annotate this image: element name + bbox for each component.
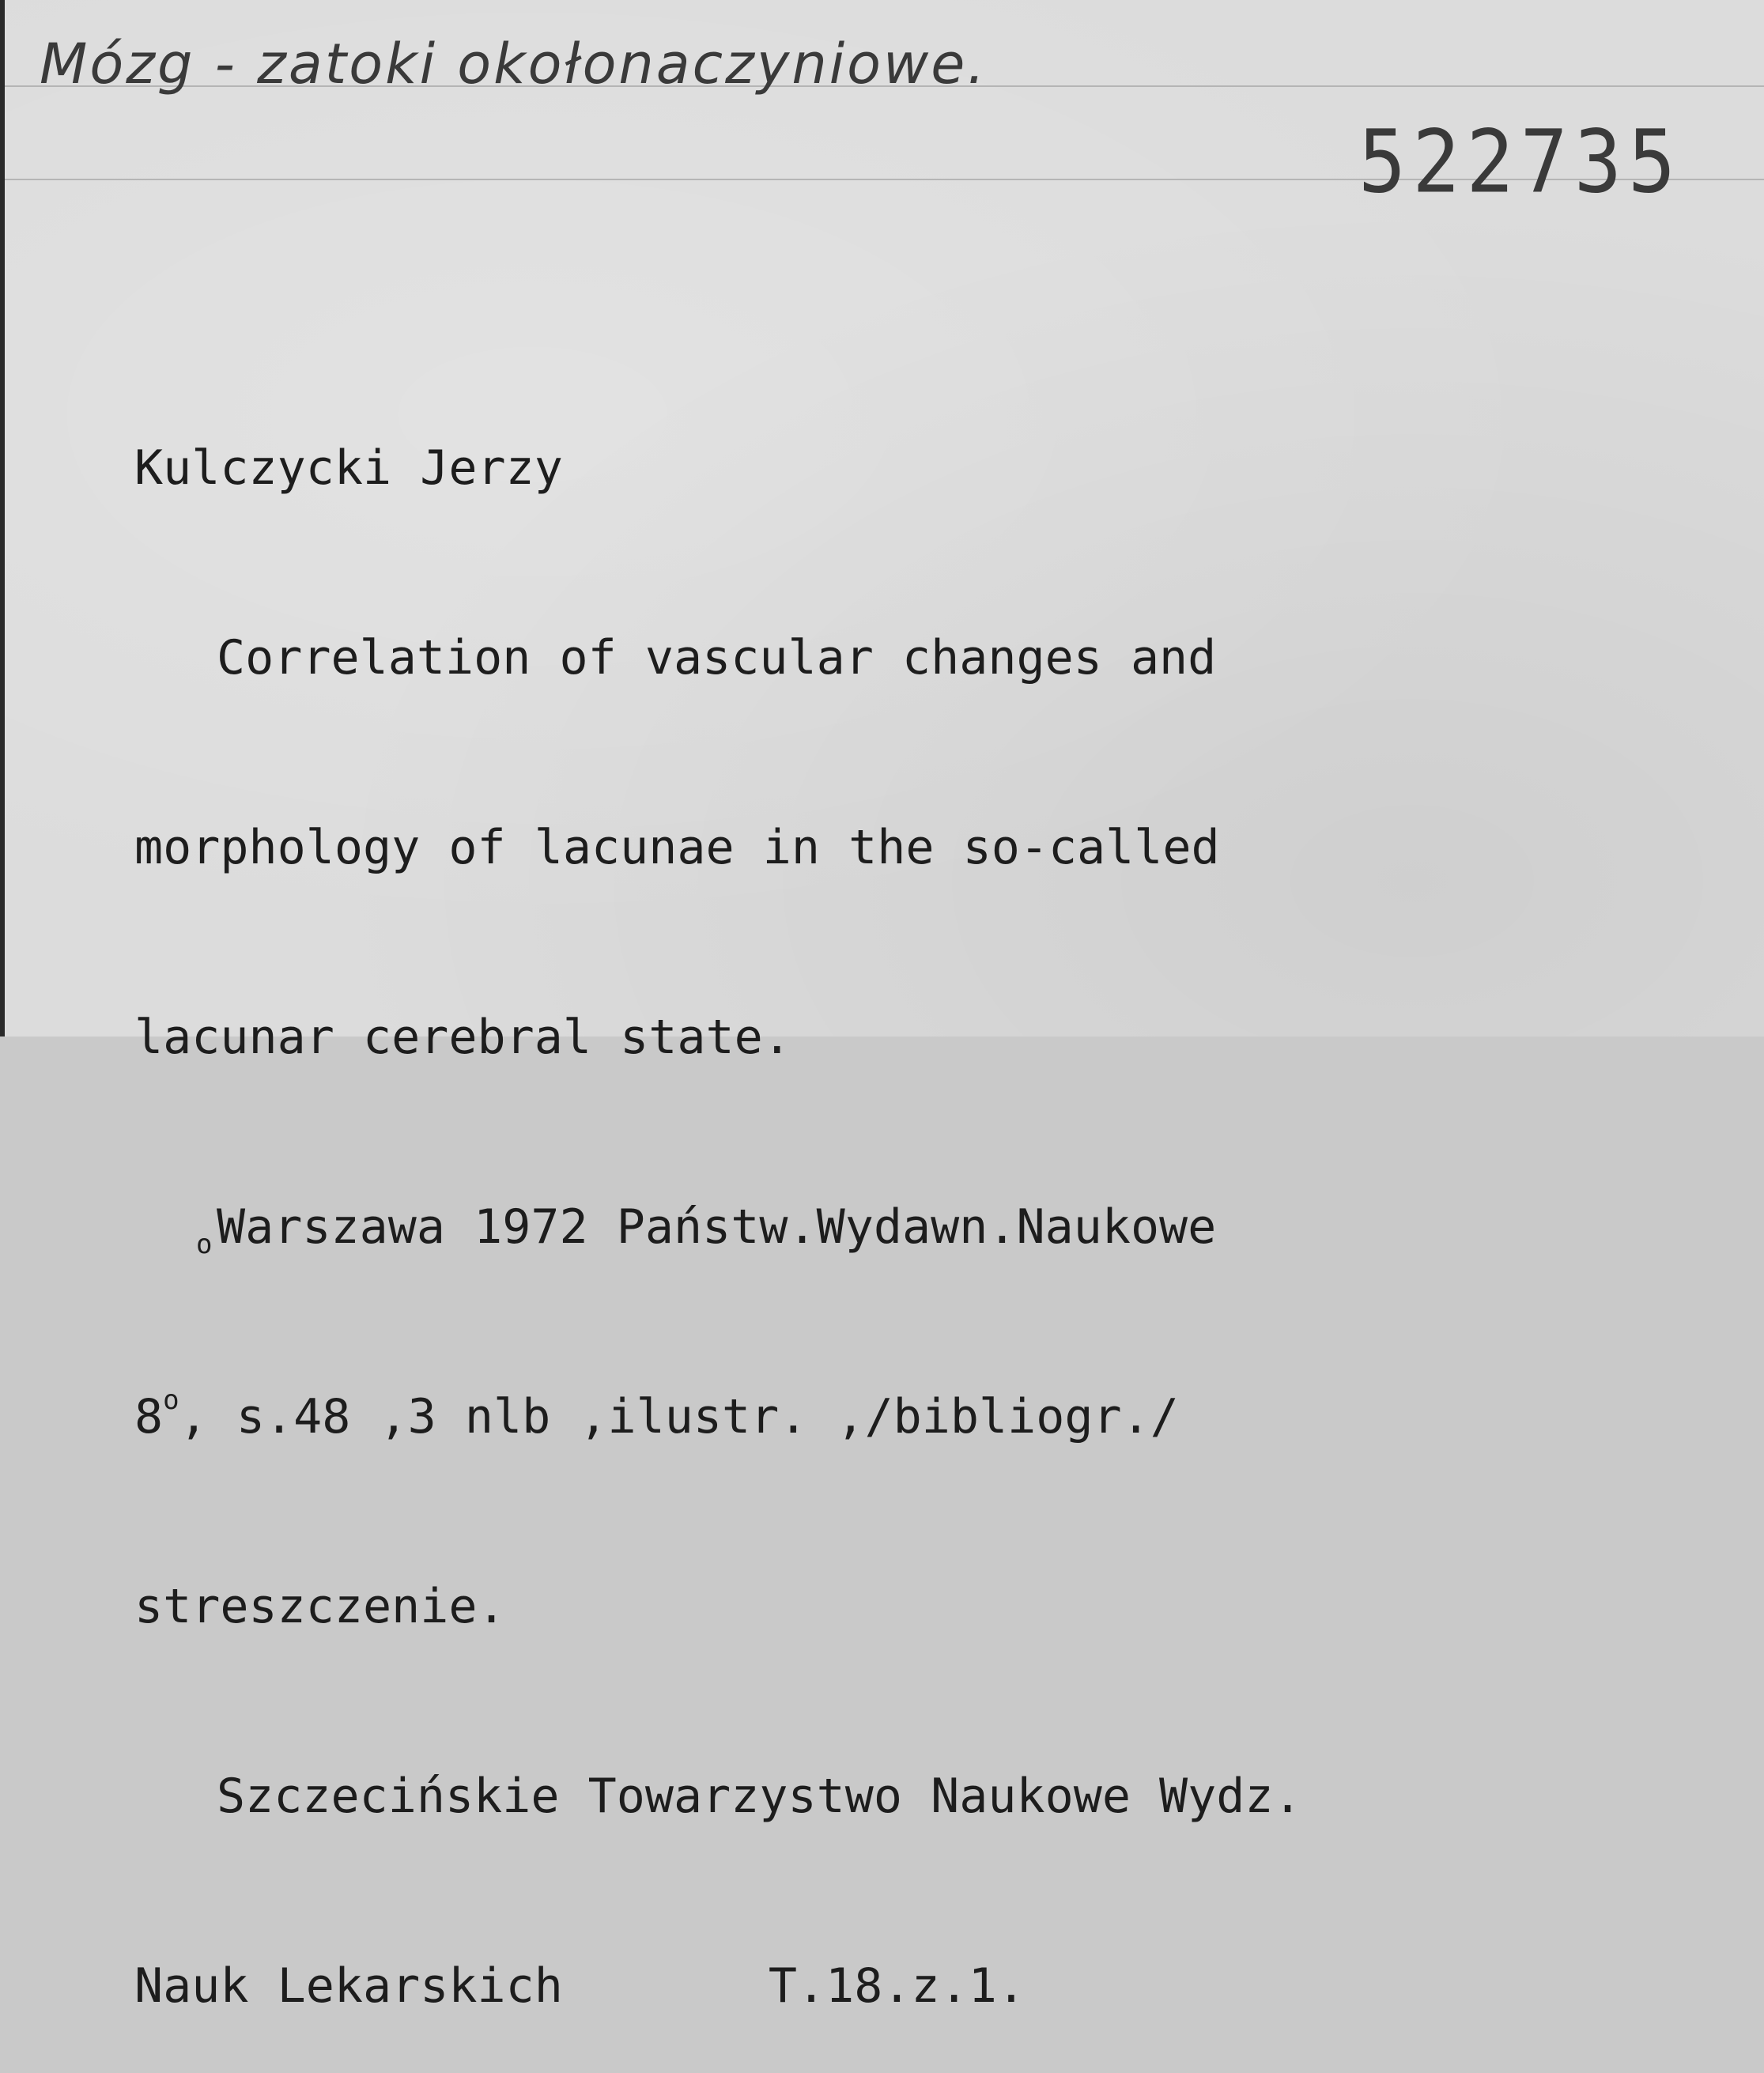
imprint-line <box>134 1195 1302 1259</box>
subject-heading: Mózg - zatoki okołonaczyniowe. <box>40 32 988 96</box>
title-line: Correlation of vascular changes and <box>217 630 1217 685</box>
degree-mark: o <box>196 1229 213 1260</box>
title-line: lacunar cerebral state. <box>134 1010 791 1065</box>
series-label: Nauk Lekarskich <box>134 1958 563 2014</box>
call-number: 522735 <box>1358 111 1683 213</box>
format-prefix: 8 <box>134 1389 164 1444</box>
physical-description-line <box>134 1385 1302 1448</box>
author-line: Kulczycki Jerzy <box>134 440 563 496</box>
bibliographic-entry <box>134 310 1302 2073</box>
series-volume: T.18.z.1. <box>768 1958 1026 2014</box>
series-line: Szczecińskie Towarzystwo Naukowe Wydz. <box>217 1769 1302 1824</box>
note-line: streszczenie. <box>134 1579 506 1634</box>
series-line-2 <box>134 1954 1302 2018</box>
publication-text: Warszawa 1972 Państw.Wydawn.Naukowe <box>217 1199 1217 1255</box>
physical-description: , s.48 ,3 nlb ,ilustr. ,/bibliogr./ <box>179 1389 1179 1444</box>
title-line: morphology of lacunae in the so-called <box>134 820 1220 875</box>
format-degree: o <box>163 1384 179 1416</box>
